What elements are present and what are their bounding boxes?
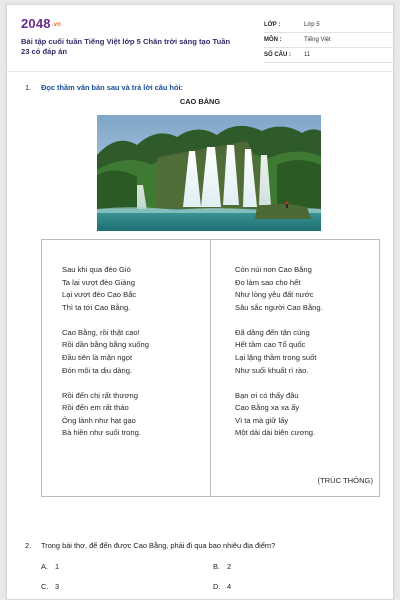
- poem-line: Rồi đến em rất thảo: [62, 403, 129, 413]
- poem-line: Như suối khuất rì rào.: [235, 365, 309, 375]
- poem-line: Đón môi ta dịu dàng.: [62, 365, 133, 375]
- option-letter: D.: [213, 582, 221, 591]
- meta-value: Tiếng Việt: [304, 37, 331, 43]
- stanza: [62, 390, 149, 440]
- poem-line: Cao Bằng, rồi thật cao!: [62, 327, 140, 337]
- poem-line: Thì ta tới Cao Bằng.: [62, 302, 131, 312]
- poem-line: Đã dâng đến tận cùng: [235, 327, 310, 337]
- poem-line: Sau khi qua đèo Gió: [62, 265, 131, 274]
- meta-key: LỚP :: [264, 22, 281, 28]
- logo-tld: .vn: [51, 22, 62, 28]
- poem-line: Lại lặng thầm trong suốt: [235, 352, 317, 362]
- poem-line: Hết tầm cao Tổ quốc: [235, 340, 306, 350]
- meta-key: MÔN :: [264, 37, 282, 43]
- poem-line: Ông lành như hạt gạo: [62, 415, 136, 425]
- question-number: 1.: [25, 83, 32, 92]
- poem-line: Cao Bằng xa xa ấy: [235, 403, 300, 413]
- stanza: [235, 327, 323, 377]
- question-number: 2.: [25, 541, 32, 550]
- poem-line: Đo làm sao cho hết: [235, 277, 301, 287]
- question-text: Trong bài thơ, để đến được Cao Bằng, phải đi qua bao nhiêu địa điểm?: [41, 541, 276, 550]
- poem-title: CAO BẰNG: [179, 97, 221, 106]
- poem-line: Lại vượt đèo Cao Bắc: [62, 290, 137, 300]
- poem-line: Một dải dài biên cương.: [235, 428, 316, 438]
- poem-line: Rồi đến chị rất thương: [62, 390, 138, 400]
- poem-line: Vì ta mà giữ lấy: [235, 415, 289, 425]
- option-text: 3: [55, 582, 60, 591]
- header-divider: [7, 71, 393, 72]
- poem-right-column: [235, 264, 323, 452]
- poem-line: Còn núi non Cao Bằng: [235, 265, 312, 274]
- poem-line: Như lòng yêu đất nước: [235, 290, 314, 300]
- poem-column-separator: [210, 240, 211, 496]
- option-letter: C.: [41, 582, 49, 591]
- waterfall-photo: [97, 115, 321, 231]
- poem-line: Sâu sắc người Cao Bằng.: [235, 302, 323, 312]
- meta-value: Lớp 5: [304, 22, 320, 28]
- logo-text: 2048: [21, 16, 51, 31]
- question-text: Đọc thầm văn bản sau và trả lời câu hỏi:: [41, 83, 184, 92]
- option-letter: B.: [213, 562, 220, 571]
- stanza: [235, 264, 323, 314]
- poem-line: Bà hiền như suối trong.: [62, 428, 141, 438]
- meta-table: [264, 18, 395, 63]
- poem-author: (TRÚC THÔNG): [317, 476, 373, 485]
- poem-left-column: [62, 264, 149, 452]
- stanza: [235, 390, 323, 440]
- meta-row-grade: [264, 18, 395, 33]
- poem-box: [41, 239, 380, 497]
- document-title: Bài tập cuối tuần Tiếng Việt lớp 5 Chân trời sáng tạo Tuần 23 có đáp án: [21, 37, 231, 56]
- meta-row-subject: [264, 33, 395, 48]
- meta-row-question-count: [264, 48, 395, 63]
- poem-line: Rồi dần bằng bằng xuống: [62, 340, 149, 350]
- site-logo[interactable]: [21, 16, 61, 31]
- option-text: 1: [55, 562, 60, 571]
- option-letter: A.: [41, 562, 48, 571]
- poem-line: Ta lại vượt đèo Giàng: [62, 277, 135, 287]
- poem-line: Đầu tiên là mận ngọt: [62, 352, 133, 362]
- option-text: 4: [227, 582, 232, 591]
- meta-key: SỐ CÂU :: [264, 52, 291, 58]
- stanza: [62, 264, 149, 314]
- poem-line: Bạn ơi có thấy đâu: [235, 390, 299, 400]
- stanza: [62, 327, 149, 377]
- worksheet-header: [21, 15, 379, 65]
- meta-value: 11: [304, 52, 311, 58]
- option-text: 2: [227, 562, 232, 571]
- worksheet-page: [6, 4, 394, 600]
